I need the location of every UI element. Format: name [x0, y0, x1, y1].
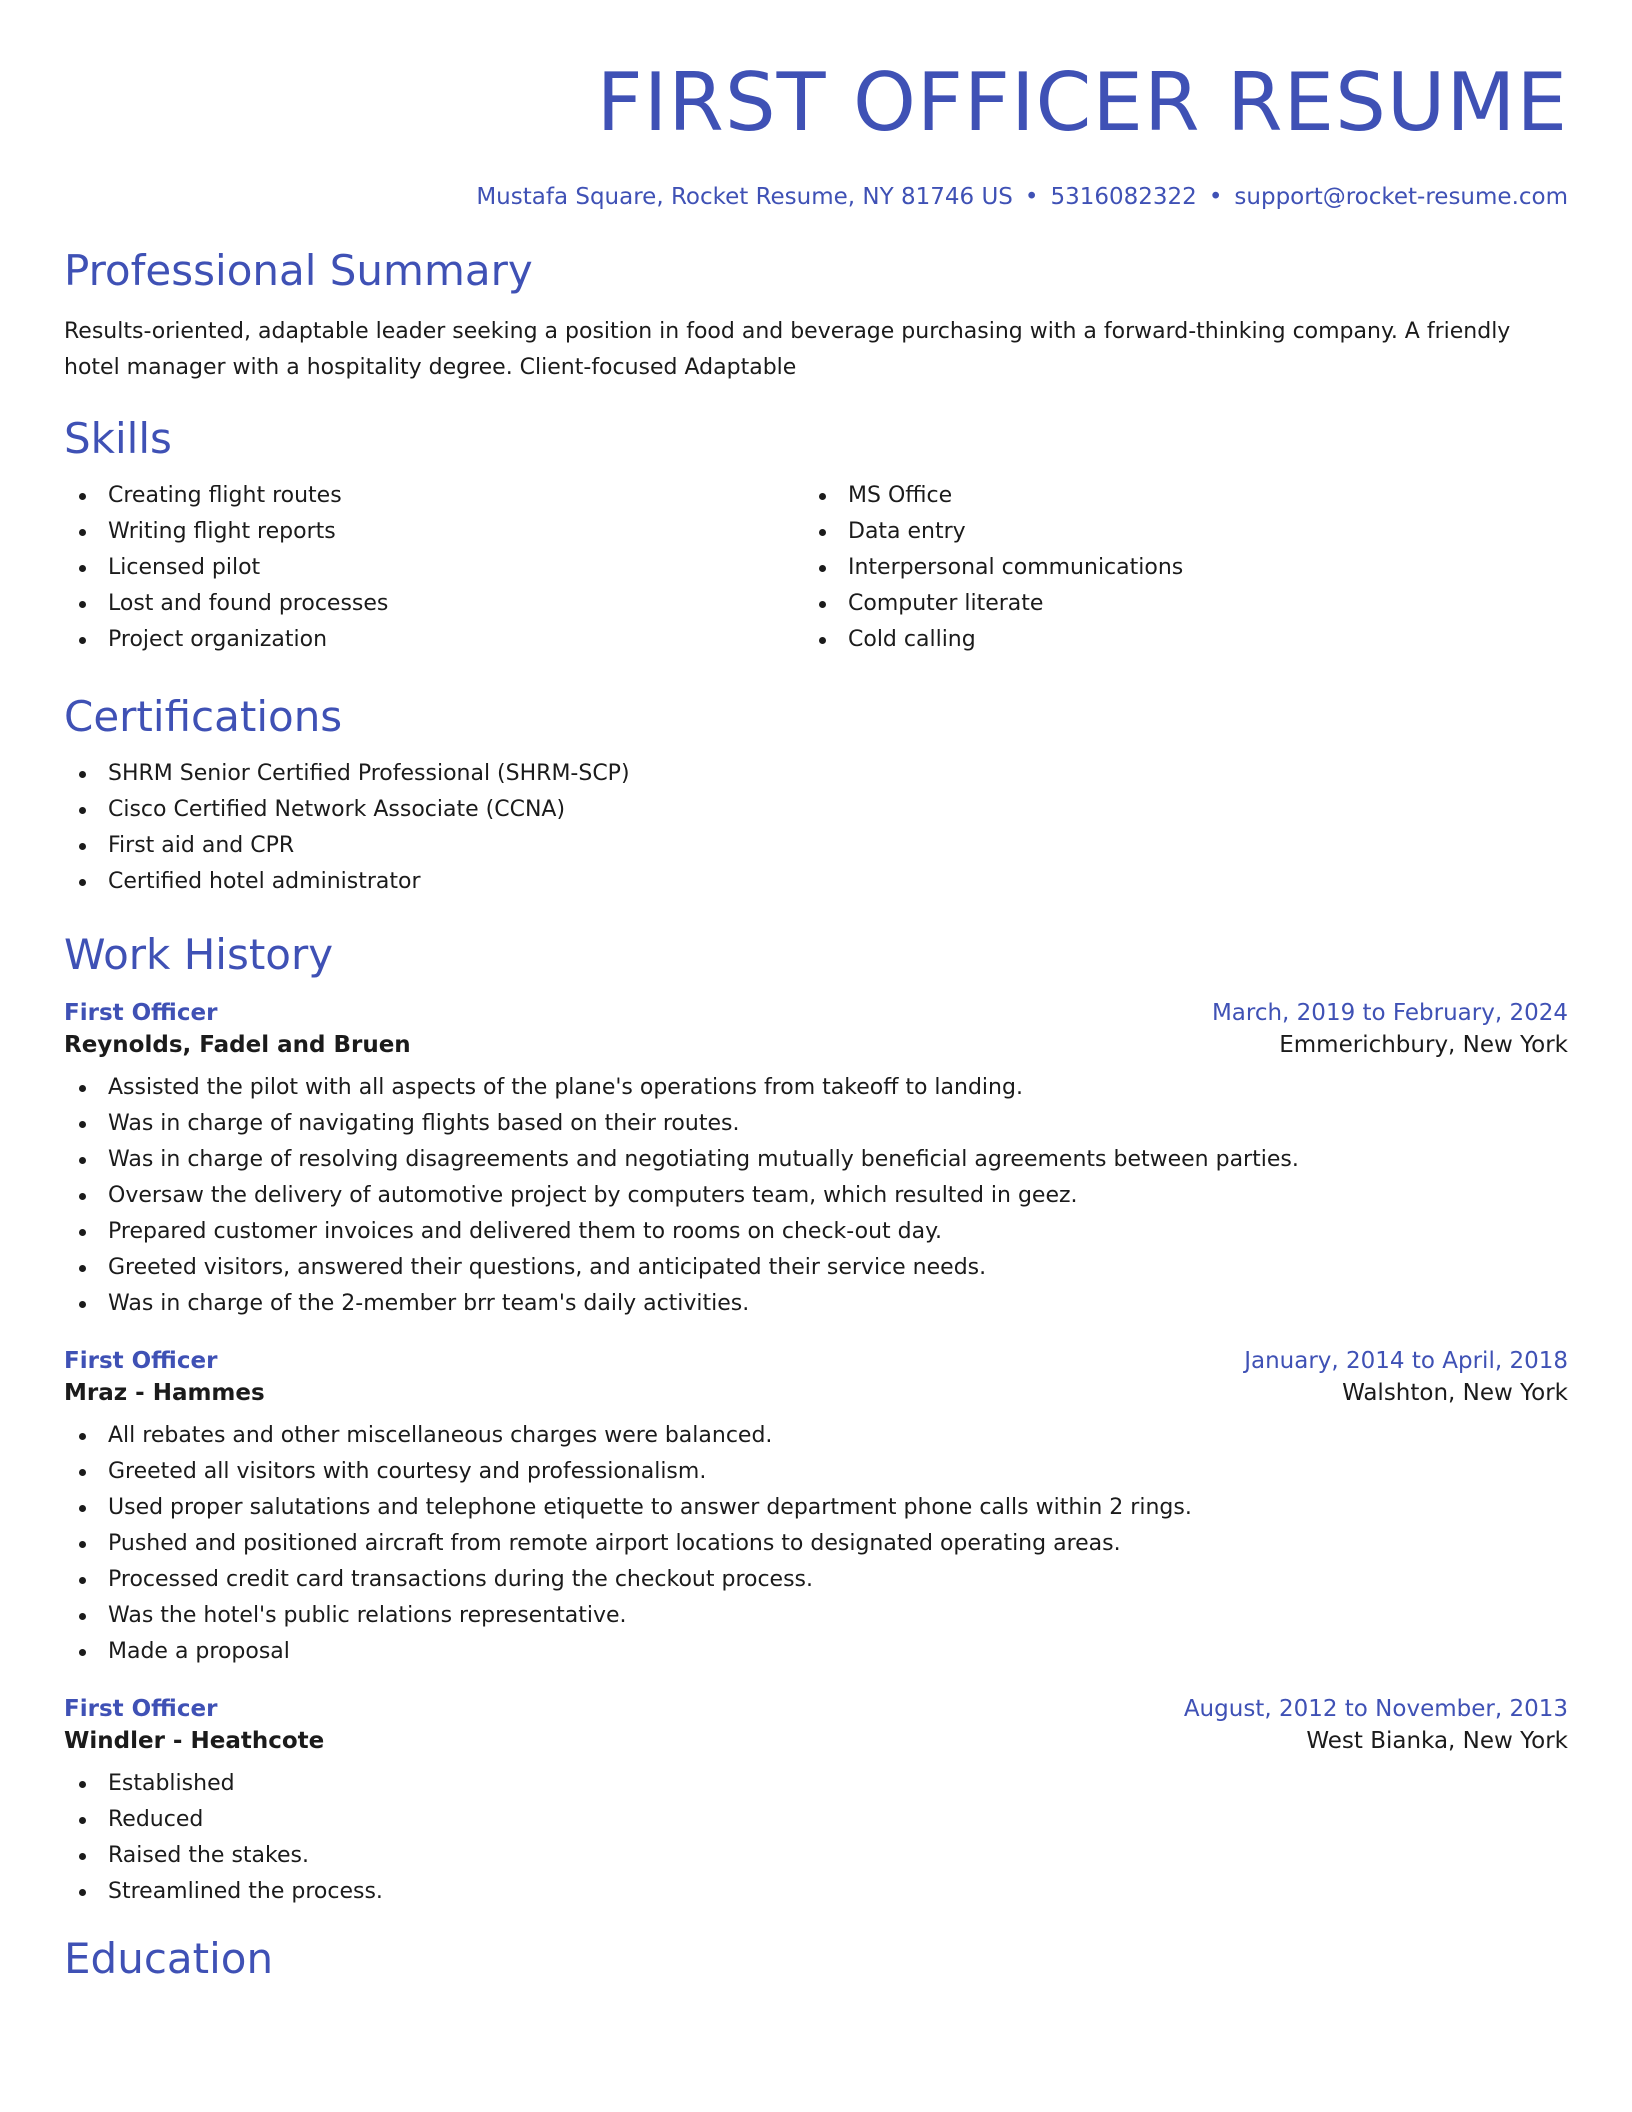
job-location: Walshton, New York	[1342, 1380, 1568, 1406]
skills-column-left	[64, 478, 804, 658]
job-duty: Reduced	[64, 1802, 1568, 1838]
job-duty: Raised the stakes.	[64, 1838, 1568, 1874]
skill-item: Data entry	[804, 514, 1544, 550]
job-duty: Greeted visitors, answered their questions, and anticipated their service needs.	[64, 1250, 1568, 1286]
job-duties-list	[64, 1418, 1568, 1670]
job-duty: Prepared customer invoices and delivered them to rooms on check-out day.	[64, 1214, 1568, 1250]
skills-list-left	[64, 478, 804, 658]
job-duty: Made a proposal	[64, 1634, 1568, 1670]
job-entry	[64, 1000, 1568, 1322]
skill-item: MS Office	[804, 478, 1544, 514]
contact-phone: 5316082322	[1050, 184, 1197, 210]
certifications-heading: Certifications	[64, 692, 343, 741]
job-duty: Was in charge of resolving disagreements and negotiating mutually beneficial agreements between parties.	[64, 1142, 1568, 1178]
job-duty: Was in charge of the 2-member brr team's daily activities.	[64, 1286, 1568, 1322]
skills-section	[64, 414, 1568, 658]
contact-address: Mustafa Square, Rocket Resume, NY 81746 US	[476, 184, 1013, 210]
certification-item: SHRM Senior Certified Professional (SHRM-SCP)	[64, 756, 1568, 792]
job-location: West Bianka, New York	[1306, 1728, 1568, 1754]
resume-title: FIRST OFFICER RESUME	[596, 56, 1568, 149]
summary-heading: Professional Summary	[64, 246, 533, 295]
skill-item: Creating flight routes	[64, 478, 804, 514]
certifications-section	[64, 692, 1568, 900]
job-entry	[64, 1348, 1568, 1670]
job-duty: Was the hotel's public relations representative.	[64, 1598, 1568, 1634]
skill-item: Computer literate	[804, 586, 1544, 622]
job-duty: All rebates and other miscellaneous charges were balanced.	[64, 1418, 1568, 1454]
skill-item: Licensed pilot	[64, 550, 804, 586]
job-duty: Pushed and positioned aircraft from remote airport locations to designated operating areas.	[64, 1526, 1568, 1562]
work-history-section	[64, 930, 1568, 1910]
contact-email: support@rocket-resume.com	[1234, 184, 1568, 210]
job-company: Windler - Heathcote	[64, 1728, 325, 1754]
skills-list-right	[804, 478, 1544, 658]
job-title: First Officer	[64, 1696, 218, 1722]
certification-item: Cisco Certified Network Associate (CCNA)	[64, 792, 1568, 828]
job-duty: Was in charge of navigating flights based on their routes.	[64, 1106, 1568, 1142]
contact-separator: •	[1208, 184, 1223, 210]
summary-text: Results-oriented, adaptable leader seeking a position in food and beverage purchasing with a forward-thinking company. A friendly hotel manager with a hospitality degree. Client-focused Adaptable	[64, 319, 1511, 380]
job-location: Emmerichbury, New York	[1279, 1032, 1568, 1058]
job-row-title	[64, 1348, 1568, 1374]
job-row-company	[64, 1728, 1568, 1754]
job-row-company	[64, 1380, 1568, 1406]
certifications-list	[64, 756, 1568, 900]
skill-item: Writing flight reports	[64, 514, 804, 550]
certification-item: First aid and CPR	[64, 828, 1568, 864]
job-dates: August, 2012 to November, 2013	[1183, 1696, 1568, 1722]
job-entry	[64, 1696, 1568, 1910]
job-duties-list	[64, 1766, 1568, 1910]
contact-separator: •	[1024, 184, 1039, 210]
job-company: Reynolds, Fadel and Bruen	[64, 1032, 411, 1058]
certification-item: Certified hotel administrator	[64, 864, 1568, 900]
job-company: Mraz - Hammes	[64, 1380, 265, 1406]
job-title: First Officer	[64, 1348, 218, 1374]
summary-section	[64, 246, 1568, 386]
job-duty: Oversaw the delivery of automotive project by computers team, which resulted in geez.	[64, 1178, 1568, 1214]
job-title: First Officer	[64, 1000, 218, 1026]
job-duty: Used proper salutations and telephone etiquette to answer department phone calls within 2 rings.	[64, 1490, 1568, 1526]
job-dates: January, 2014 to April, 2018	[1244, 1348, 1568, 1374]
skill-item: Lost and found processes	[64, 586, 804, 622]
job-duty: Processed credit card transactions during the checkout process.	[64, 1562, 1568, 1598]
job-duty: Assisted the pilot with all aspects of the plane's operations from takeoff to landing.	[64, 1070, 1568, 1106]
skill-item: Project organization	[64, 622, 804, 658]
skills-heading: Skills	[64, 414, 172, 463]
skills-column-right	[804, 478, 1544, 658]
skills-grid	[64, 478, 1568, 658]
job-row-title	[64, 1000, 1568, 1026]
skill-item: Cold calling	[804, 622, 1544, 658]
education-heading: Education	[64, 1934, 274, 1983]
resume-header	[64, 56, 1568, 210]
job-duty: Established	[64, 1766, 1568, 1802]
job-row-company	[64, 1032, 1568, 1058]
job-duty: Streamlined the process.	[64, 1874, 1568, 1910]
job-duties-list	[64, 1070, 1568, 1322]
contact-line	[64, 184, 1568, 210]
work-history-heading: Work History	[64, 930, 334, 979]
education-section	[64, 1934, 1568, 1984]
job-dates: March, 2019 to February, 2024	[1211, 1000, 1568, 1026]
job-duty: Greeted all visitors with courtesy and professionalism.	[64, 1454, 1568, 1490]
skill-item: Interpersonal communications	[804, 550, 1544, 586]
job-row-title	[64, 1696, 1568, 1722]
